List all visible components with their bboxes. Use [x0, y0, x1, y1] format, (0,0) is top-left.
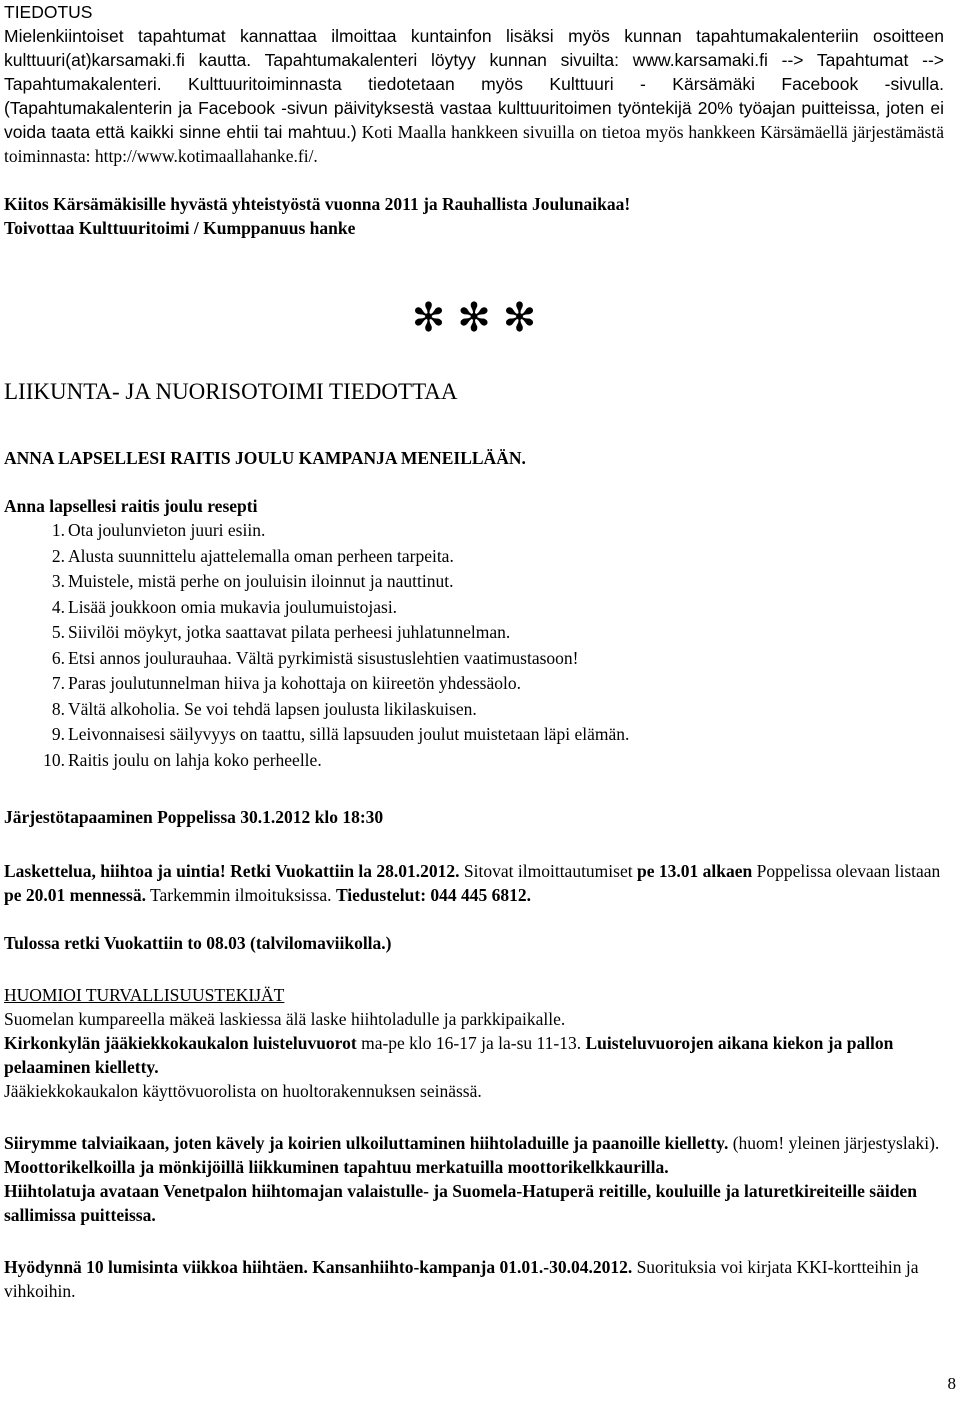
liikunta-section: [4, 378, 944, 955]
safety-hill-line: Suomelan kumpareella mäkeä laskiessa älä laske hiihtoladulle ja parkkipaikalle.: [4, 1009, 566, 1029]
recipe-list: [4, 518, 944, 773]
list-item: 9. Leivonnaisesi säilyvyys on taattu, sillä lapsuuden joulut muistetaan läpi elämän.: [51, 724, 630, 744]
campaign-title: ANNA LAPSELLESI RAITIS JOULU KAMPANJA MENEILLÄÄN.: [4, 448, 526, 468]
liikunta-heading: LIIKUNTA- JA NUORISOTOIMI TIEDOTTAA: [4, 379, 458, 404]
tiedotus-heading: TIEDOTUS: [4, 2, 93, 22]
safety-section: [4, 983, 944, 1227]
list-item: 7. Paras joulutunnelman hiiva ja kohottaja on kiireetön yhdessäolo.: [51, 673, 521, 693]
tiedotus-text-3: (Tapahtumakalenterin ja Facebook -sivun päivityksestä vastaa kulttuuritoimen työntekijä 20% työajan puitteissa, joten ei voida taata että kaikki sinne ehtii tai mahtuu.): [4, 98, 944, 142]
star-separator: [4, 295, 944, 341]
list-item: 3. Muistele, mistä perhe on jouluisin iloinnut ja nauttinut.: [51, 571, 454, 591]
list-item: 2. Alusta suunnittelu ajattelemalla oman perheen tarpeita.: [51, 545, 454, 566]
asterisk-icon: ✻: [457, 295, 491, 341]
document-page: [4, 0, 944, 1303]
tiedotus-paragraph: [4, 24, 944, 168]
ski-campaign-paragraph: Hyödynnä 10 lumisinta viikkoa hiihtäen. Kansanhiihto-kampanja 01.01.-30.04.2012. Suorituksia voi kirjata KKI-kortteihin ja vihkoihin.: [4, 1257, 919, 1301]
upcoming-trip-line: Tulossa retki Vuokattiin to 08.03 (talvilomaviikolla.): [4, 933, 392, 953]
meeting-line: Järjestötapaaminen Poppelissa 30.1.2012 klo 18:30: [4, 807, 384, 827]
rink-schedule-line: Jääkiekkokaukalon käyttövuorolista on huoltorakennuksen seinässä.: [4, 1081, 482, 1101]
page-number: 8: [947, 1374, 956, 1393]
thanks-line: Kiitos Kärsämäkisille hyvästä yhteistyöstä vuonna 2011 ja Rauhallista Joulunaikaa!: [4, 194, 631, 214]
list-item: 6. Etsi annos joulurauhaa. Vältä pyrkimistä sisustuslehtien vaatimustasoon!: [51, 647, 579, 668]
asterisk-icon: ✻: [411, 295, 446, 341]
recipe-title: Anna lapsellesi raitis joulu resepti: [4, 496, 258, 516]
ski-trails-paragraph: Hiihtolatuja avataan Venetpalon hiihtomajan valaistulle- ja Suomela-Hatuperä reitille, kouluille ja laturetkireiteille säiden sallimissa puitteissa.: [4, 1181, 917, 1225]
tiedotus-text-2: Kulttuuritoiminnasta tiedotetaan myös Kulttuuri - Kärsämäki Facebook -sivulla.: [161, 74, 944, 94]
winter-paragraph: Siirymme talviaikaan, joten kävely ja koirien ulkoiluttaminen hiihtoladuille ja paanoille kielletty. (huom! yleinen järjestyslaki). Moottorikelkoilla ja mönkijöillä liikkuminen tapahtuu merkatuilla moottorikelkkaurilla.: [4, 1133, 940, 1177]
list-item: 10. Raitis joulu on lahja koko perheelle.: [43, 749, 322, 770]
tiedotus-text-1: Mielenkiintoiset tapahtumat kannattaa ilmoittaa kuntainfon lisäksi myös kunnan tapahtumakalenteriin osoitteen kulttuuri(at)karsamaki.fi kautta. Tapahtumakalenteri löytyy kunnan sivuilta: www.karsamaki.fi --> Tapahtumat --> Tapahtumakalenteri.: [4, 26, 944, 94]
rink-paragraph: Kirkonkylän jääkiekkokaukalon luisteluvuorot ma-pe klo 16-17 ja la-su 11-13. Luisteluvuorojen aikana kiekon ja pallon pelaaminen kielletty.: [4, 1033, 894, 1077]
trip-paragraph: Laskettelua, hiihtoa ja uintia! Retki Vuokattiin la 28.01.2012. Sitovat ilmoittautumiset pe 13.01 alkaen Poppelissa olevaan listaan pe 20.01 mennessä. Tarkemmin ilmoituksissa. Tiedustelut: 044 445 6812.: [4, 861, 941, 905]
signature-line: Toivottaa Kulttuuritoimi / Kumppanuus hanke: [4, 218, 356, 238]
list-item: 4. Lisää joukkoon omia mukavia joulumuistojasi.: [51, 596, 398, 617]
list-item: 1. Ota joulunvieton juuri esiin.: [51, 520, 266, 540]
asterisk-icon: ✻: [502, 295, 537, 341]
tiedotus-section: [4, 0, 944, 240]
safety-heading: HUOMIOI TURVALLISUUSTEKIJÄT: [4, 985, 285, 1005]
list-item: 5. Siivilöi möykyt, jotka saattavat pilata perheesi juhlatunnelman.: [51, 622, 511, 642]
list-item: 8. Vältä alkoholia. Se voi tehdä lapsen joulusta likilaskuisen.: [51, 698, 477, 719]
tiedotus-text-4: Koti Maalla hankkeen sivuilla on tietoa myös hankkeen Kärsämäellä järjestämästä toiminnasta: http://www.kotimaallahanke.fi/.: [4, 122, 944, 166]
